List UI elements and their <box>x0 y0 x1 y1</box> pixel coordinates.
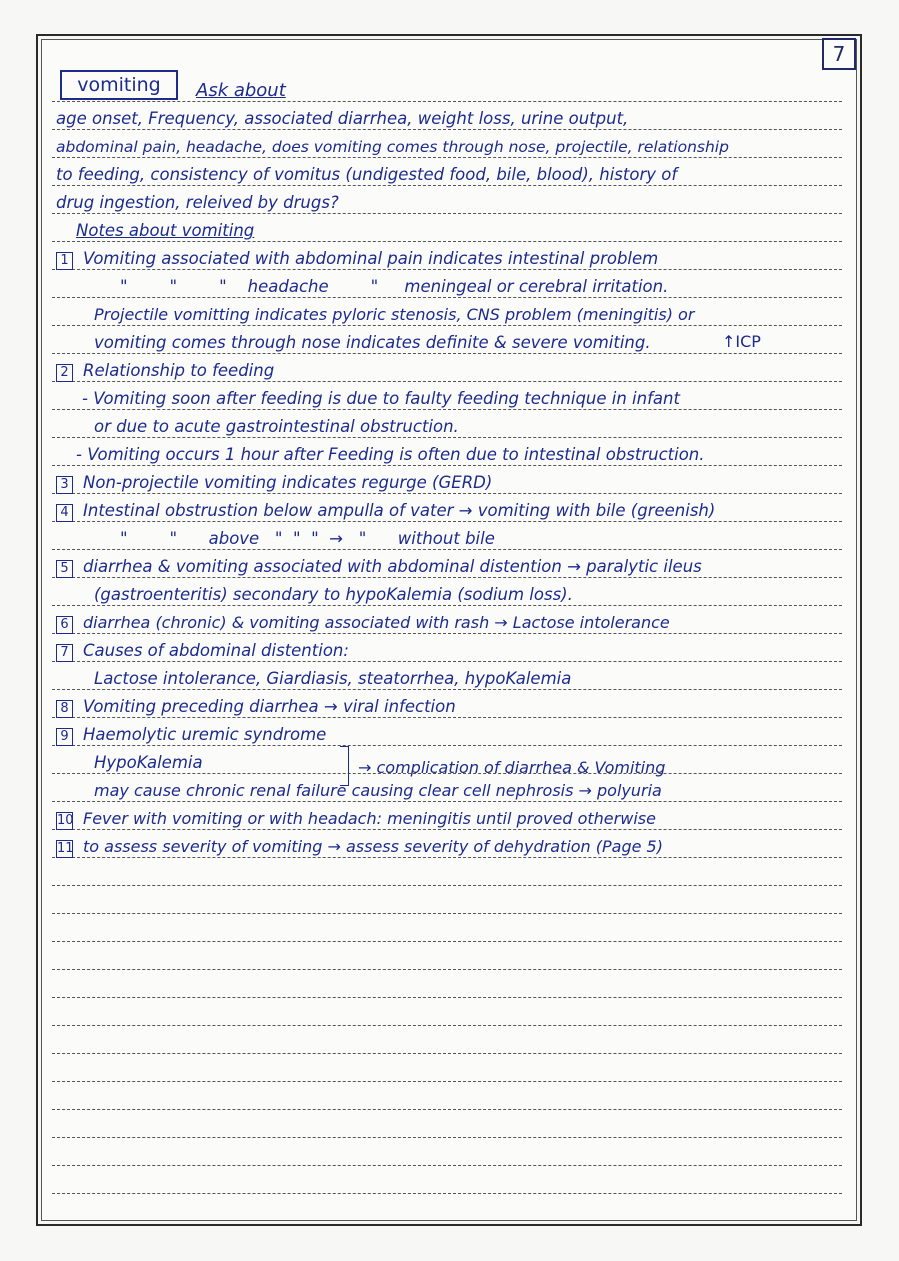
note-3 <box>56 472 846 494</box>
note-text: Fever with vomiting or with headach: meningitis until proved otherwise <box>83 809 656 828</box>
note-text: Haemolytic uremic syndrome <box>83 725 327 744</box>
note-5 <box>56 556 846 578</box>
note-number: 10 <box>57 813 74 828</box>
intro-line: age onset, Frequency, associated diarrhea, weight loss, urine output, <box>56 109 629 128</box>
note-text: diarrhea (chronic) & vomiting associated with rash → Lactose intolerance <box>83 613 670 632</box>
note-1-line-3: Projectile vomitting indicates pyloric stenosis, CNS problem (meningitis) or <box>94 305 695 324</box>
note-6 <box>56 612 846 634</box>
note-number: 4 <box>56 504 73 522</box>
note-2-line-3: or due to acute gastrointestinal obstruction. <box>94 417 459 436</box>
note-text: to assess severity of vomiting → assess severity of dehydration (Page 5) <box>83 837 663 856</box>
note-text: diarrhea & vomiting associated with abdominal distention → paralytic ileus <box>83 557 702 576</box>
note-7-line-2: Lactose intolerance, Giardiasis, steatorrhea, hypoKalemia <box>94 669 572 688</box>
intro-line: abdominal pain, headache, does vomiting comes through nose, projectile, relationship <box>56 138 729 156</box>
note-5-line-2: (gastroenteritis) secondary to hypoKalemia (sodium loss). <box>94 585 573 604</box>
intro-line: drug ingestion, releived by drugs? <box>56 193 339 212</box>
page-number: 7 <box>822 38 856 70</box>
note-number: 9 <box>56 728 73 746</box>
note-8 <box>56 696 846 718</box>
page-title: vomiting <box>60 70 178 100</box>
bracket-note: → complication of diarrhea & Vomiting <box>358 758 666 777</box>
note-text: Vomiting preceding diarrhea → viral infection <box>83 697 456 716</box>
note-number: 1 <box>56 252 73 270</box>
note-number: 2 <box>56 364 73 382</box>
note-1-line-4: vomiting comes through nose indicates definite & severe vomiting. <box>94 333 651 352</box>
note-text: Non-projectile vomiting indicates regurge (GERD) <box>83 473 493 492</box>
note-9-line-3: may cause chronic renal failure causing clear cell nephrosis → polyuria <box>94 781 662 800</box>
note-number: 5 <box>56 560 73 578</box>
note-2-line-2: - Vomiting soon after feeding is due to faulty feeding technique in infant <box>82 389 680 408</box>
note-10 <box>56 808 846 830</box>
note-1 <box>56 248 846 270</box>
note-number: 8 <box>56 700 73 718</box>
note-text: Vomiting associated with abdominal pain indicates intestinal problem <box>83 249 659 268</box>
note-9 <box>56 724 846 746</box>
note-2 <box>56 360 846 382</box>
intro-line: to feeding, consistency of vomitus (undigested food, bile, blood), history of <box>56 165 678 184</box>
note-text: Intestinal obstrustion below ampulla of vater → vomiting with bile (greenish) <box>83 501 716 520</box>
note-number: 7 <box>56 644 73 662</box>
note-4 <box>56 500 846 522</box>
note-number: 6 <box>56 616 73 634</box>
icp-annotation: ↑ICP <box>722 332 761 351</box>
notes-heading: Notes about vomiting <box>76 221 255 240</box>
note-9-line-2: HypoKalemia <box>94 753 203 772</box>
note-text: Causes of abdominal distention: <box>83 641 349 660</box>
note-number: 11 <box>57 841 74 856</box>
note-number: 3 <box>56 476 73 494</box>
note-2-line-4: - Vomiting occurs 1 hour after Feeding is often due to intestinal obstruction. <box>76 445 705 464</box>
note-text: Relationship to feeding <box>83 361 275 380</box>
note-7 <box>56 640 846 662</box>
note-1-line-2: " " " headache " meningeal or cerebral irritation. <box>120 277 669 296</box>
note-4-line-2: " " above " " " → " without bile <box>120 529 495 548</box>
subtitle: Ask about <box>196 80 286 101</box>
note-11 <box>56 836 846 858</box>
